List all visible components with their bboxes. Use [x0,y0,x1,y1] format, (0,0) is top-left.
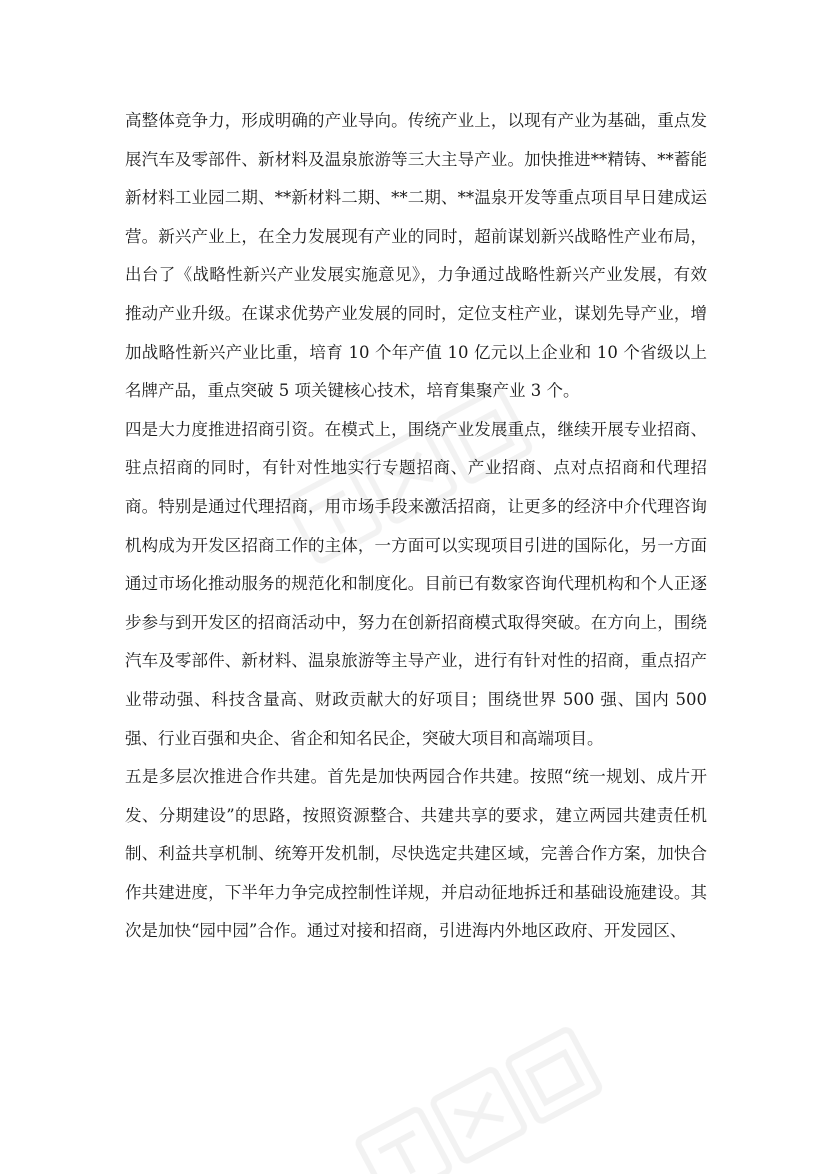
paragraph-investment-promotion: 四是大力度推进招商引资。在模式上，围绕产业发展重点，继续开展专业招商、驻点招商的同时，有针对性地实行专题招商、产业招商、点对点招商和代理招商。特别是通过代理招商，用市场手段来激活招商，让更多的经济中介代理咨询机构成为开发区招商工作的主体，一方面可以实现项目引进的国际化，另一方面通过市场化推动服务的规范化和制度化。目前已有数家咨询代理机构和个人正逐步参与到开发区的招商活动中，努力在创新招商模式取得突破。在方向上，围绕汽车及零部件、新材料、温泉旅游等主导产业，进行有针对性的招商，重点招产业带动强、科技含量高、财政贡献大的好项目；围绕世界 500 强、国内 500 强、行业百强和央企、省企和知名民企，突破大项目和高端项目。 [125,419,707,748]
paragraph-industry-guidance: 高整体竞争力，形成明确的产业导向。传统产业上，以现有产业为基础，重点发展汽车及零部件、新材料及温泉旅游等三大主导产业。加快推进**精铸、**蓄能新材料工业园二期、**新材料二期、**二期、**温泉开发等重点项目早日建成运营。新兴产业上，在全力发展现有产业的同时，超前谋划新兴战略性产业布局，出台了《战略性新兴产业发展实施意见》，力争通过战略性新兴产业发展，有效推动产业升级。在谋求优势产业发展的同时，定位支柱产业，谋划先导产业，增加战略性新兴产业比重，培育 10 个年产值 10 亿元以上企业和 10 个省级以上名牌产品，重点突破 5 项关键核心技术，培育集聚产业 3 个。 [125,111,707,401]
paragraph-cooperation: 五是多层次推进合作共建。首先是加快两园合作共建。按照“统一规划、成片开发、分期建设”的思路，按照资源整合、共建共享的要求，建立两园共建责任机制、利益共享机制、统筹开发机制，尽快选定共建区域，完善合作方案，加快合作共建进度，下半年力争完成控制性详规，并启动征地拆迁和基础设施建设。其次是加快“园中园”合作。通过对接和招商，引进海内外地区政府、开发园区、 [125,767,707,941]
document-body [125,102,707,951]
